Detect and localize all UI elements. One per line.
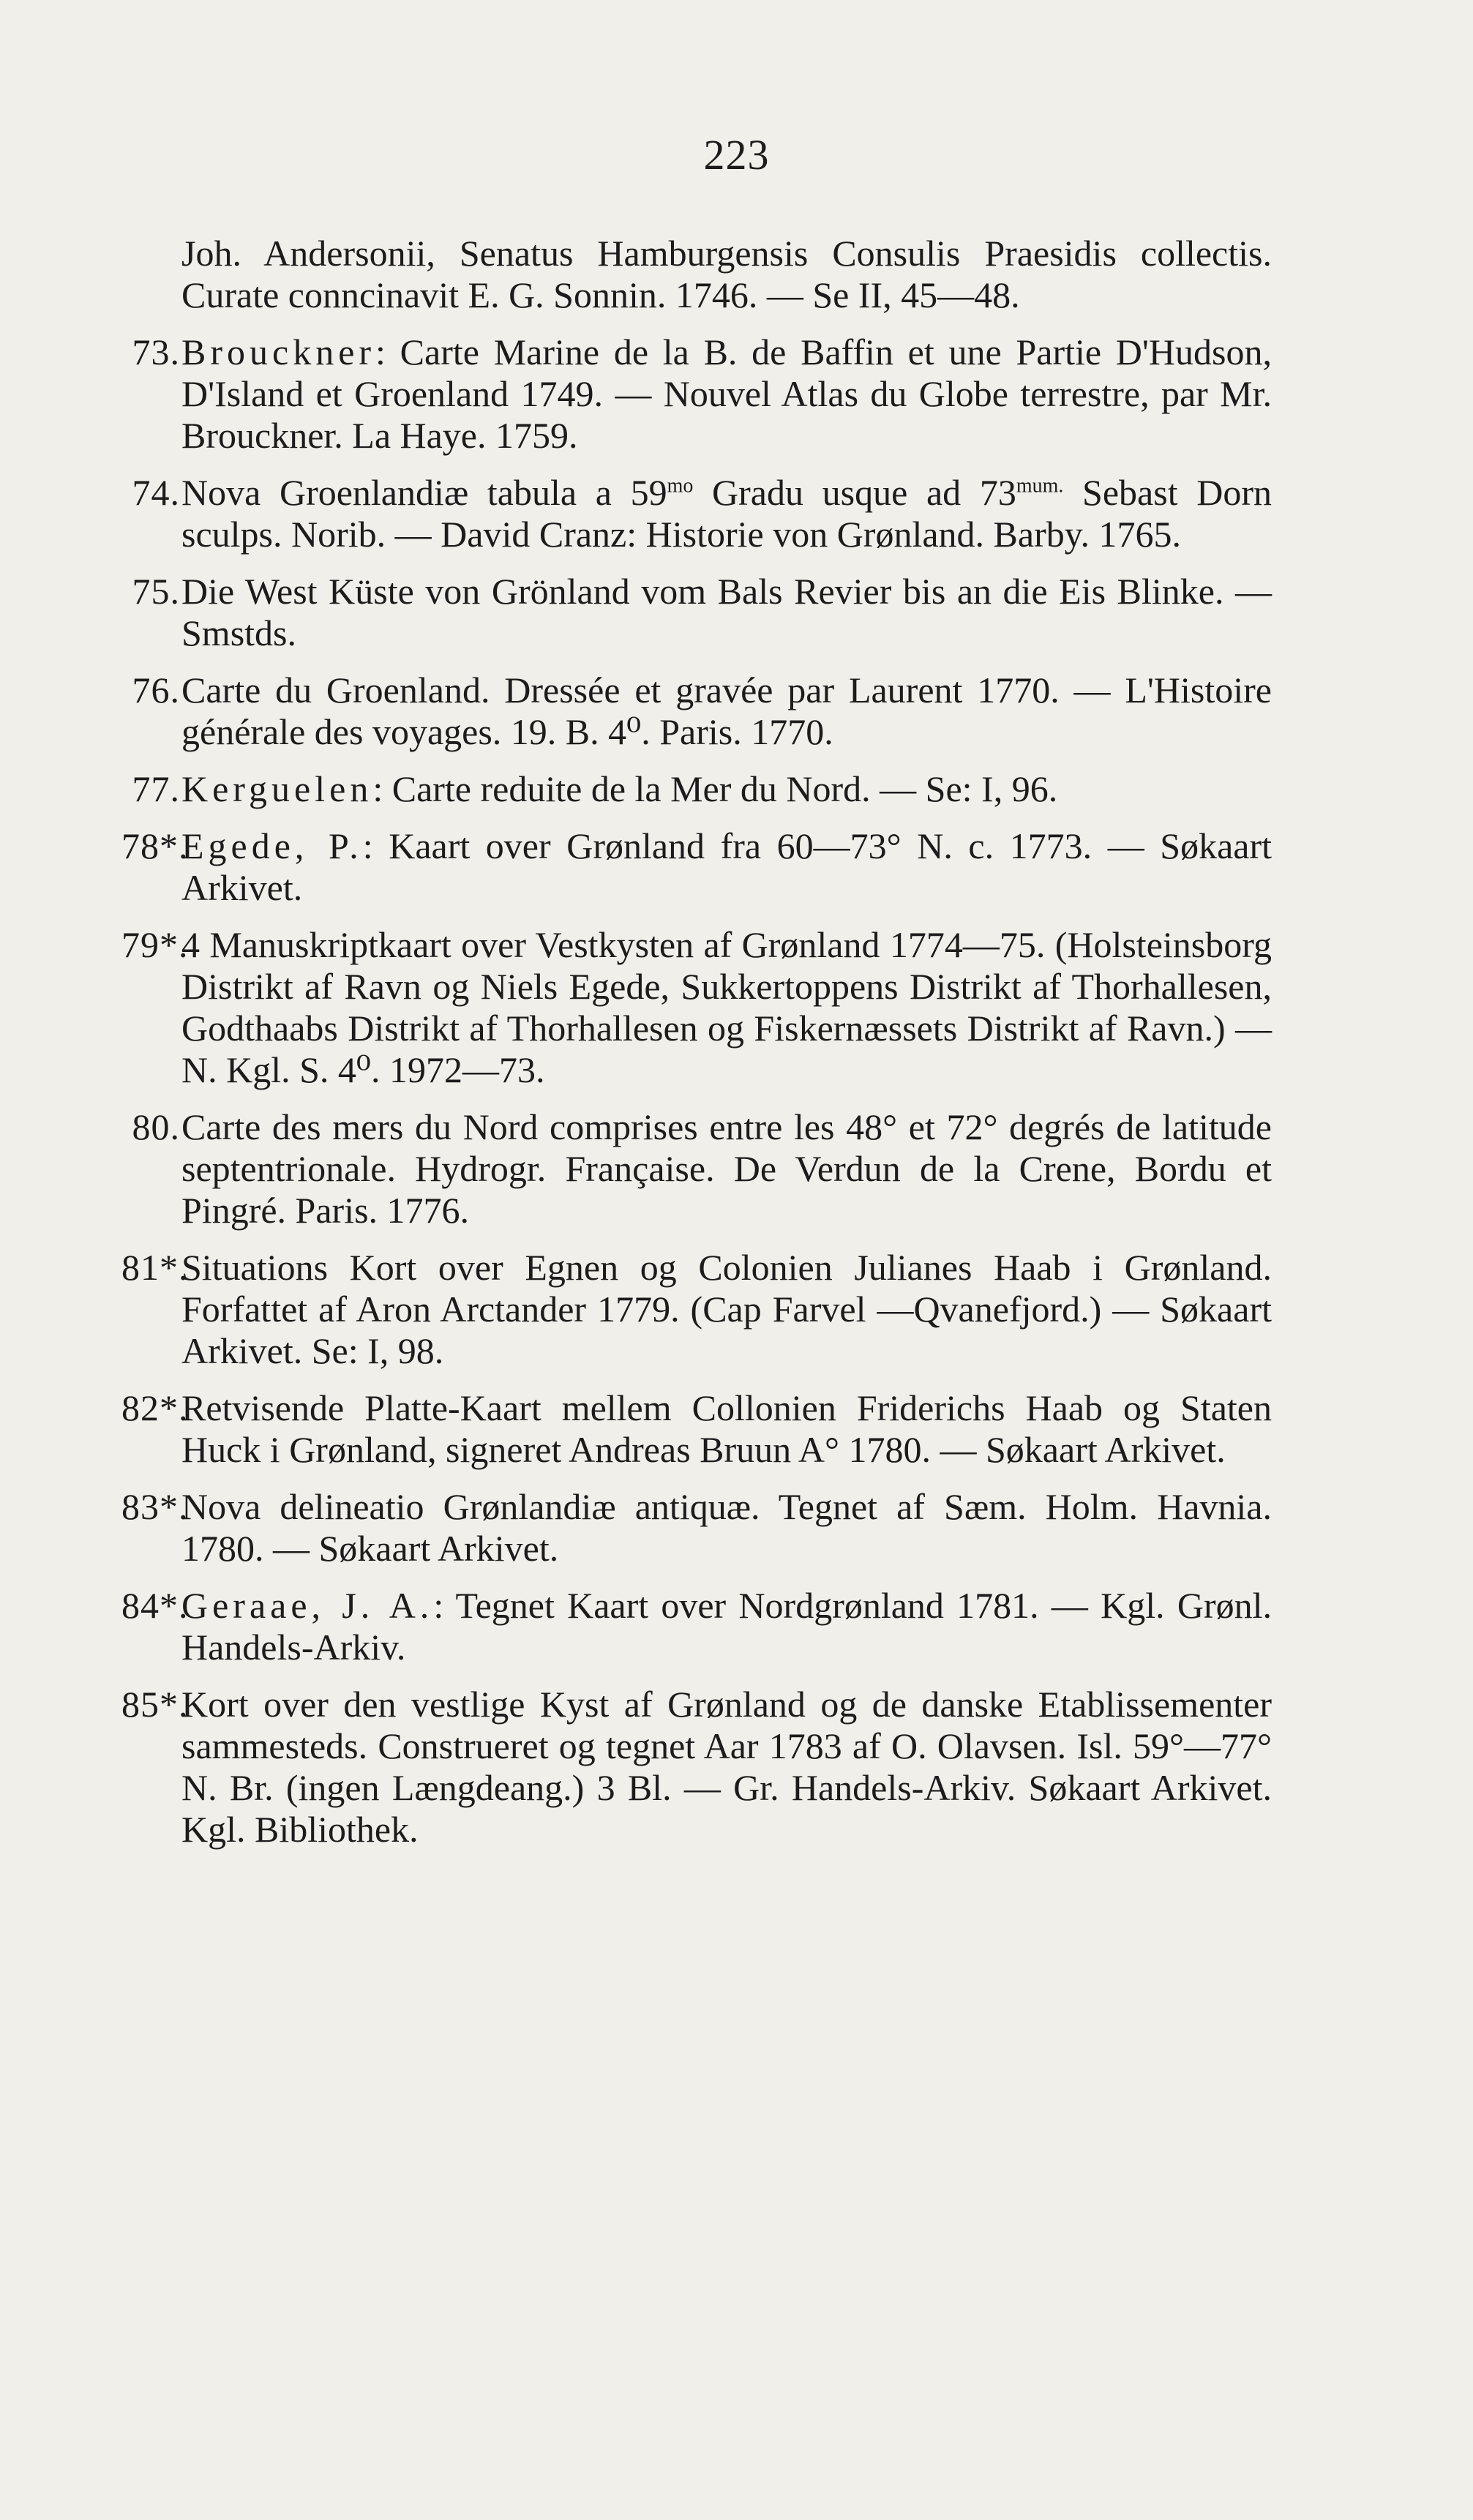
superscript: mo [667, 474, 694, 498]
entry-text: : Carte Marine de la B. de Baffin et une Partie D'Hudson, D'Island et Groenland 1749. — Nouvel Atlas du Globe terrestre, par Mr. Brouckner. La Haye. 1759. [181, 331, 1272, 456]
list-item [132, 670, 1272, 753]
entry-number: 73. [132, 331, 180, 372]
list-item [132, 1106, 1272, 1231]
entry-number: 74. [132, 472, 180, 513]
entry-number: 76. [132, 670, 180, 710]
entry-text: Joh. Andersonii, Senatus Hamburgensis Consulis Praesidis collectis. Curate conncinavit E. G. Sonnin. 1746. — Se II, 45—48. [181, 233, 1272, 315]
list-item [132, 768, 1272, 810]
entry-number: 81*. [121, 1247, 189, 1288]
entry-author: Geraae, J. A. [181, 1585, 434, 1626]
entry-number: 83*. [121, 1486, 189, 1527]
entry-number: 77. [132, 768, 180, 809]
list-item [121, 1486, 1272, 1570]
entry-number: 79*. [121, 924, 189, 965]
list-item [121, 1387, 1272, 1471]
entry-number: 78*. [121, 825, 189, 866]
entry-text: Sebast Dorn sculps. Norib. — David Cranz: Historie von Grønland. Barby. 1765. [181, 472, 1273, 555]
page-number: 223 [703, 131, 770, 179]
entry-number: 80. [132, 1106, 180, 1147]
entry-text: Gradu usque ad 73 [693, 472, 1016, 513]
entry-text: Kort over den vestlige Kyst af Grønland og de danske Etablissementer sammesteds. Construeret og tegnet Aar 1783 af O. Olavsen. Isl. 59°—77° N. Br. (ingen Længdeang.) 3 Bl. — Gr. Handels-Arkiv. Søkaart Arkivet. Kgl. Bibliothek. [181, 1684, 1272, 1850]
list-item [132, 472, 1273, 555]
entry-text: Situations Kort over Egnen og Colonien Julianes Haab i Grønland. Forfattet af Aron Arctander 1779. (Cap Farvel —Qvanefjord.) — Søkaart Arkivet. Se: I, 98. [181, 1247, 1272, 1371]
superscript: mum. [1016, 474, 1064, 498]
entry-text: Carte du Groenland. Dressée et gravée par Laurent 1770. — L'Histoire générale des voyages. 19. B. 4⁰. Paris. 1770. [181, 670, 1272, 752]
entry-author: Brouckner [181, 331, 376, 372]
entry-text: 4 Manuskriptkaart over Vestkysten af Grønland 1774—75. (Holsteinsborg Distrikt af Ravn og Niels Egede, Sukkertoppens Distrikt af Thorhallesen, Godthaabs Distrikt af Thorhallesen og Fiskernæssets Distrikt af Ravn.) — N. Kgl. S. 4⁰. 1972—73. [181, 924, 1272, 1090]
list-item [121, 1684, 1272, 1850]
entry-author: Egede, P. [181, 825, 363, 866]
entry-text: Retvisende Platte-Kaart mellem Collonien Friderichs Haab og Staten Huck i Grønland, signeret Andreas Bruun A° 1780. — Søkaart Arkivet. [181, 1387, 1272, 1470]
list-item [121, 825, 1272, 909]
entry-number: 82*. [121, 1387, 189, 1428]
entry-text: Die West Küste von Grönland vom Bals Revier bis an die Eis Blinke. — Smstds. [181, 571, 1272, 653]
entry-number: 84*. [121, 1585, 189, 1626]
list-item [121, 1585, 1272, 1668]
list-item [121, 1247, 1272, 1372]
entry-text: Carte des mers du Nord comprises entre les 48° et 72° degrés de latitude septentrionale. Hydrogr. Française. De Verdun de la Crene, Bordu et Pingré. Paris. 1776. [181, 1106, 1272, 1231]
entry-number: 85*. [121, 1684, 189, 1725]
entry-text: : Tegnet Kaart over Nordgrønland 1781. — Kgl. Grønl. Handels-Arkiv. [181, 1585, 1272, 1668]
entry-author: Kerguelen [181, 768, 373, 809]
list-item [121, 924, 1272, 1091]
entry-number: 75. [132, 571, 180, 612]
entry-text: Nova delineatio Grønlandiæ antiquæ. Tegnet af Sæm. Holm. Havnia. 1780. — Søkaart Arkivet. [181, 1486, 1272, 1569]
entry-text: : Carte reduite de la Mer du Nord. — Se: I, 96. [372, 768, 1058, 809]
entry-text: Nova Groenlandiæ tabula a 59 [181, 472, 667, 513]
list-item [132, 331, 1272, 457]
continuation-entry [181, 233, 1272, 316]
map-list [121, 233, 1273, 1866]
list-item [132, 571, 1272, 654]
entry-text: : Kaart over Grønland fra 60—73° N. c. 1773. — Søkaart Arkivet. [181, 825, 1272, 908]
